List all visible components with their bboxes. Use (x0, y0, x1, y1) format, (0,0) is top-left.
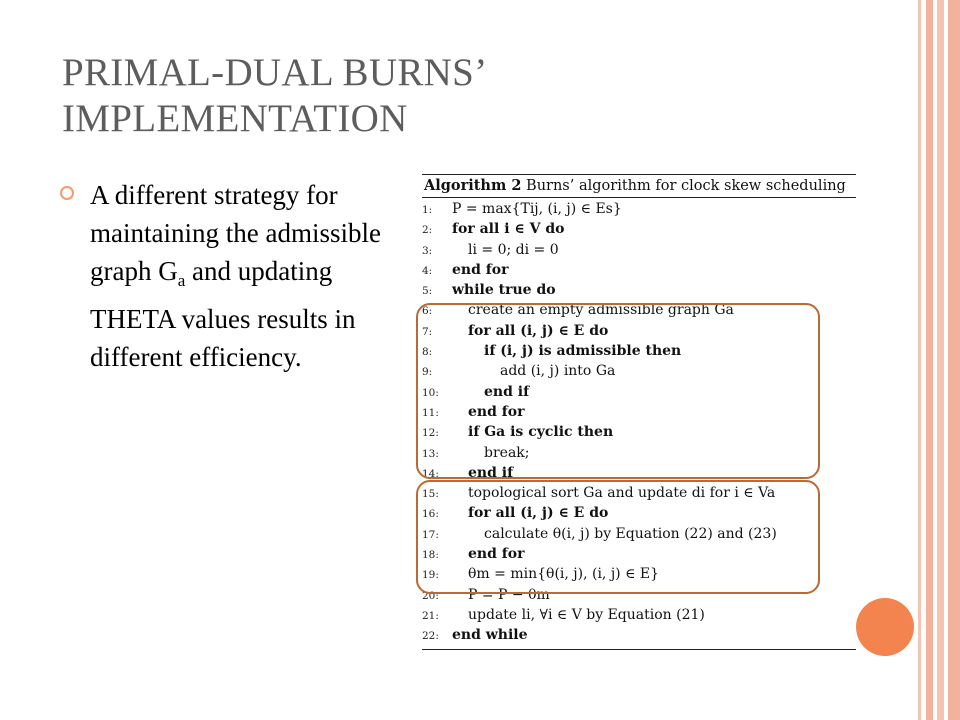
algorithm-line-number: 19: (422, 569, 439, 582)
algorithm-line-number: 4: (422, 264, 433, 277)
algorithm-line-number: 6: (422, 305, 433, 318)
algorithm-line-code: end while (452, 627, 528, 644)
bullet-text (90, 176, 400, 376)
algorithm-line-number: 10: (422, 386, 439, 399)
algorithm-line-number: 11: (422, 406, 439, 419)
algorithm-line-number: 9: (422, 366, 433, 379)
decor-stripe-4 (948, 0, 960, 720)
algorithm-line-code: end for (452, 261, 509, 278)
algorithm-line-number: 15: (422, 488, 439, 501)
decor-stripe-3 (937, 0, 944, 720)
algorithm-line-number: 16: (422, 508, 439, 521)
algorithm-line-code: P = max{Tij, (i, j) ∈ Es} (452, 201, 622, 217)
algorithm-line-code: break; (484, 444, 530, 461)
algorithm-line-number: 12: (422, 427, 439, 440)
algorithm-caption: Burns’ algorithm for clock skew scheduling (526, 178, 846, 194)
algorithm-line-code: end if (484, 383, 530, 400)
decor-stripe-2 (926, 0, 933, 720)
algorithm-line-number: 20: (422, 589, 439, 602)
algorithm-line (422, 625, 856, 645)
bullet-circle-icon (60, 186, 74, 200)
algorithm-line-code: θm = min{θ(i, j), (i, j) ∈ E} (468, 566, 660, 583)
algorithm-line-code: end if (468, 464, 514, 481)
algorithm-line (422, 280, 856, 300)
algorithm-line-number: 13: (422, 447, 439, 460)
algorithm-line-number: 2: (422, 224, 433, 237)
bullet-subscript: a (177, 271, 186, 290)
bullet-main: A different strategy for maintaining the admissible graph G (90, 180, 381, 286)
algorithm-line (422, 605, 856, 625)
decor-stripe-1 (918, 0, 921, 720)
algorithm-line-code: if Ga is cyclic then (468, 424, 614, 441)
algorithm-line-number: 1: (422, 204, 433, 216)
algorithm-line-code: add (i, j) into Ga (500, 363, 616, 380)
algorithm-line-code: topological sort Ga and update di for i ∈ Va (468, 485, 776, 502)
algorithm-line-number: 5: (422, 285, 433, 298)
algorithm-line (422, 240, 856, 260)
bullet-item (60, 176, 400, 376)
algorithm-line-code: while true do (452, 282, 556, 299)
slide-title-line2: IMPLEMENTATION (62, 97, 408, 140)
algorithm-line-number: 14: (422, 467, 439, 480)
algorithm-line-number: 3: (422, 244, 433, 257)
algorithm-line-number: 17: (422, 528, 439, 541)
algorithm-line-code: for all (i, j) ∈ E do (468, 322, 609, 339)
algorithm-line-number: 21: (422, 609, 439, 622)
highlight-box-loop (416, 303, 820, 479)
algorithm-line-number: 7: (422, 325, 433, 338)
algorithm-line (422, 199, 856, 219)
algorithm-line-code: calculate θ(i, j) by Equation (22) and (23) (484, 525, 777, 542)
algorithm-line (422, 260, 856, 280)
algorithm-line-code: for all (i, j) ∈ E do (468, 505, 609, 522)
highlight-box-update (416, 480, 820, 594)
algorithm-line-code: end for (468, 546, 525, 563)
decor-orange-circle (856, 598, 914, 656)
algorithm-line-code: create an empty admissible graph Ga (468, 302, 734, 319)
algorithm-line-code: end for (468, 403, 525, 420)
algorithm-line-code: for all i ∈ V do (452, 221, 565, 238)
algorithm-line-code: li = 0; di = 0 (468, 241, 559, 258)
algorithm-bottom-rule (422, 649, 856, 650)
algorithm-header (422, 175, 856, 198)
slide-title-line1: PRIMAL-DUAL BURNS’ (62, 51, 488, 94)
algorithm-line-number: 18: (422, 549, 439, 562)
algorithm-line (422, 219, 856, 239)
algorithm-line-code: if (i, j) is admissible then (484, 343, 682, 360)
algorithm-line-number: 8: (422, 346, 433, 359)
algorithm-line-code: update li, ∀i ∈ V by Equation (21) (468, 606, 705, 623)
algorithm-line-code: P = P − θm (468, 586, 550, 603)
algorithm-label: Algorithm 2 (424, 177, 522, 194)
bullet-rest: and updating THETA values results in different efficiency. (90, 256, 356, 372)
algorithm-line-number: 22: (422, 630, 439, 643)
slide-title (62, 50, 882, 142)
